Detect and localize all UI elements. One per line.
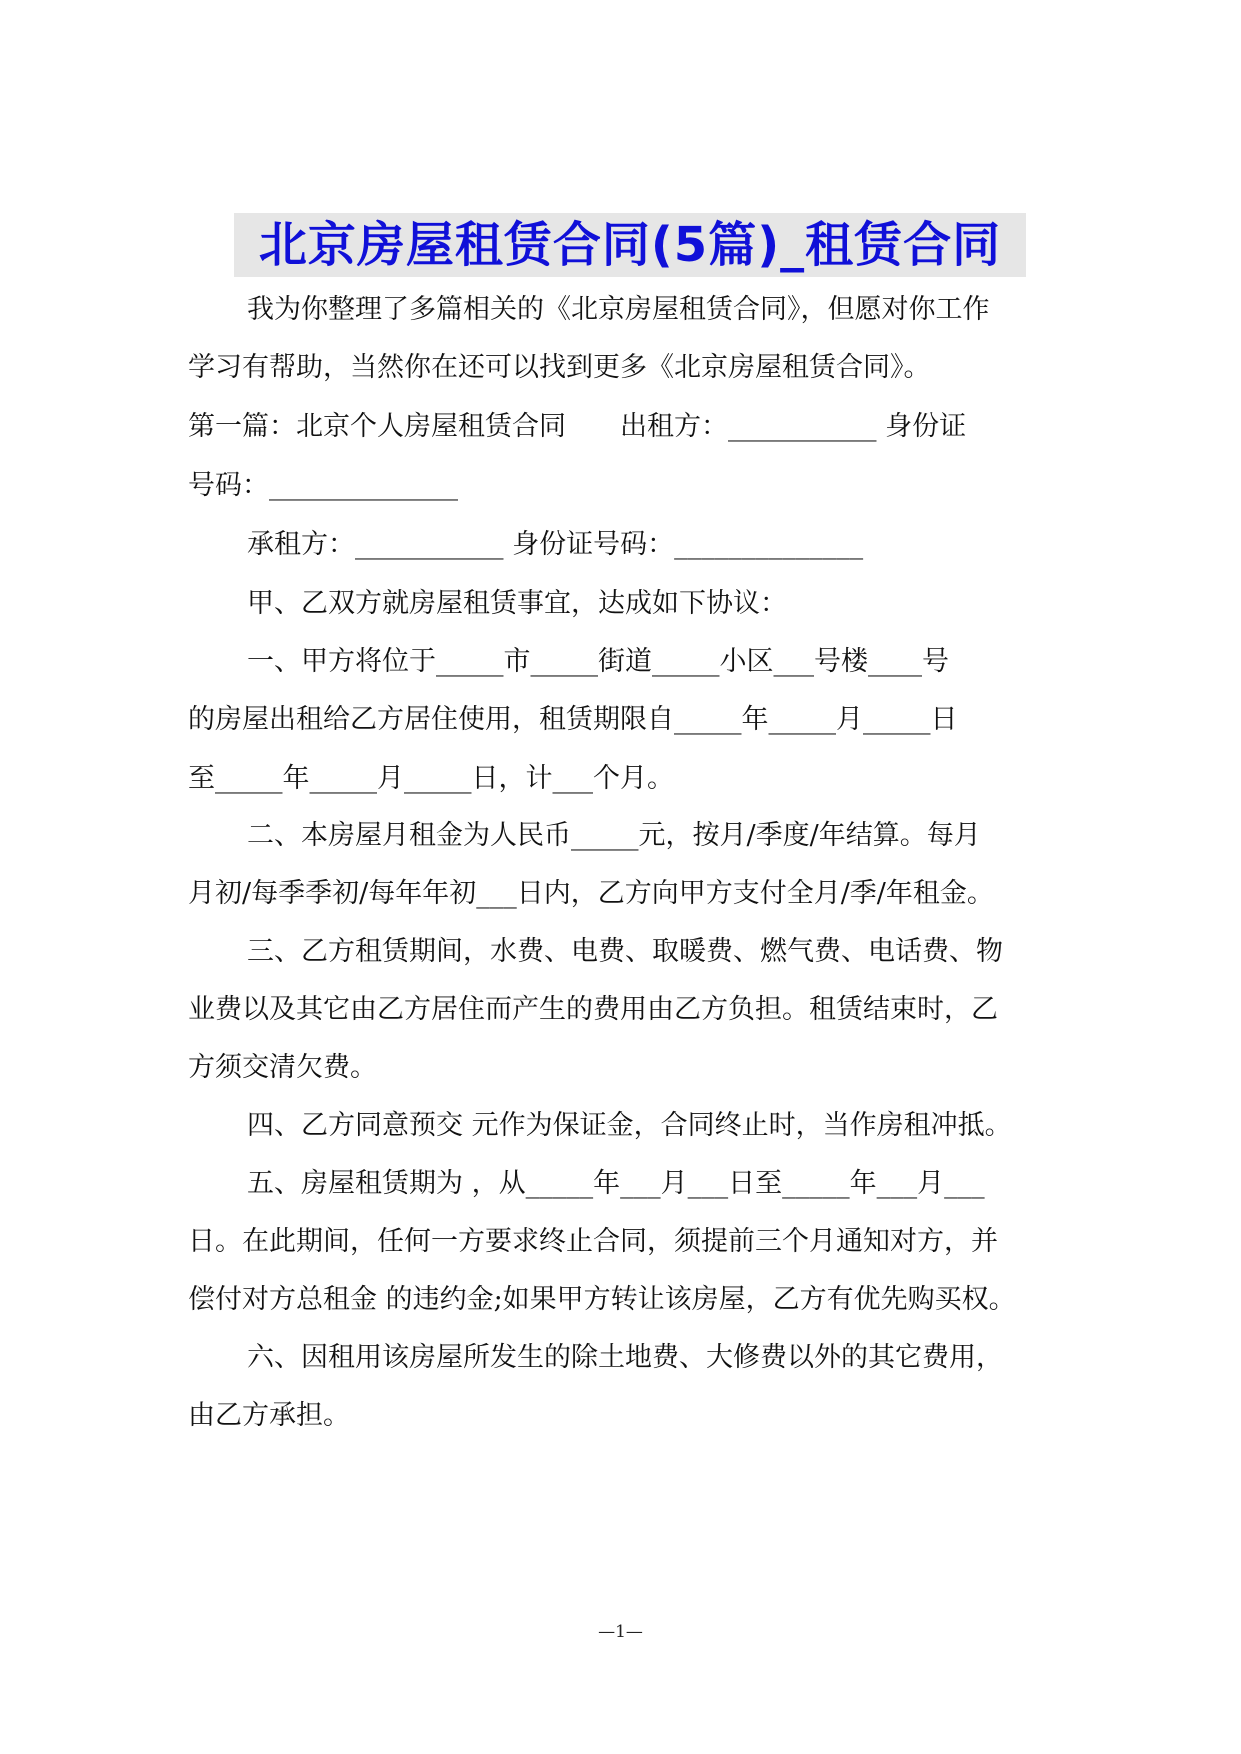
paragraph-line: 我为你整理了多篇相关的《北京房屋租赁合同》，但愿对你工作 — [247, 294, 990, 325]
paragraph-line: 五、房屋租赁期为 ，从_____年___月___日至_____年___月___ — [247, 1168, 985, 1199]
title-highlight — [234, 213, 1026, 277]
page-number: —1— — [598, 1622, 643, 1642]
paragraph-line: 偿付对方总租金 的违约金;如果甲方转让该房屋，乙方有优先购买权。 — [188, 1284, 1016, 1315]
paragraph-line: 业费以及其它由乙方居住而产生的费用由乙方负担。租赁结束时，乙 — [188, 994, 998, 1025]
paragraph-line: 方须交清欠费。 — [188, 1052, 377, 1083]
paragraph-line: 由乙方承担。 — [188, 1400, 350, 1431]
paragraph-line: 号码：______________ — [188, 470, 458, 501]
paragraph-line: 学习有帮助，当然你在还可以找到更多《北京房屋租赁合同》。 — [188, 352, 931, 383]
paragraph-line: 月初/每季季初/每年年初___日内，乙方向甲方支付全月/季/年租金。 — [188, 878, 994, 909]
paragraph-line: 第一篇：北京个人房屋租赁合同 出租方：___________ 身份证 — [188, 411, 967, 442]
paragraph-line: 六、因租用该房屋所发生的除土地费、大修费以外的其它费用， — [247, 1342, 1003, 1373]
paragraph-line: 一、甲方将位于_____市_____街道_____小区___号楼____号 — [247, 646, 949, 677]
document-title: 北京房屋租赁合同(5篇)_租赁合同 — [258, 217, 1002, 273]
paragraph-line: 承租方：___________ 身份证号码：______________ — [247, 529, 864, 560]
paragraph-line: 四、乙方同意预交 元作为保证金，合同终止时，当作房租冲抵。 — [247, 1110, 1012, 1141]
paragraph-line: 的房屋出租给乙方居住使用，租赁期限自_____年_____月_____日 — [188, 704, 958, 735]
paragraph-line: 日。在此期间，任何一方要求终止合同，须提前三个月通知对方，并 — [188, 1226, 998, 1257]
paragraph-line: 甲、乙双方就房屋租赁事宜，达成如下协议： — [247, 588, 787, 619]
paragraph-line: 至_____年_____月_____日，计___个月。 — [188, 763, 674, 794]
paragraph-line: 三、乙方租赁期间，水费、电费、取暖费、燃气费、电话费、物 — [247, 936, 1003, 967]
paragraph-line: 二、本房屋月租金为人民币_____元，按月/季度/年结算。每月 — [247, 820, 981, 851]
